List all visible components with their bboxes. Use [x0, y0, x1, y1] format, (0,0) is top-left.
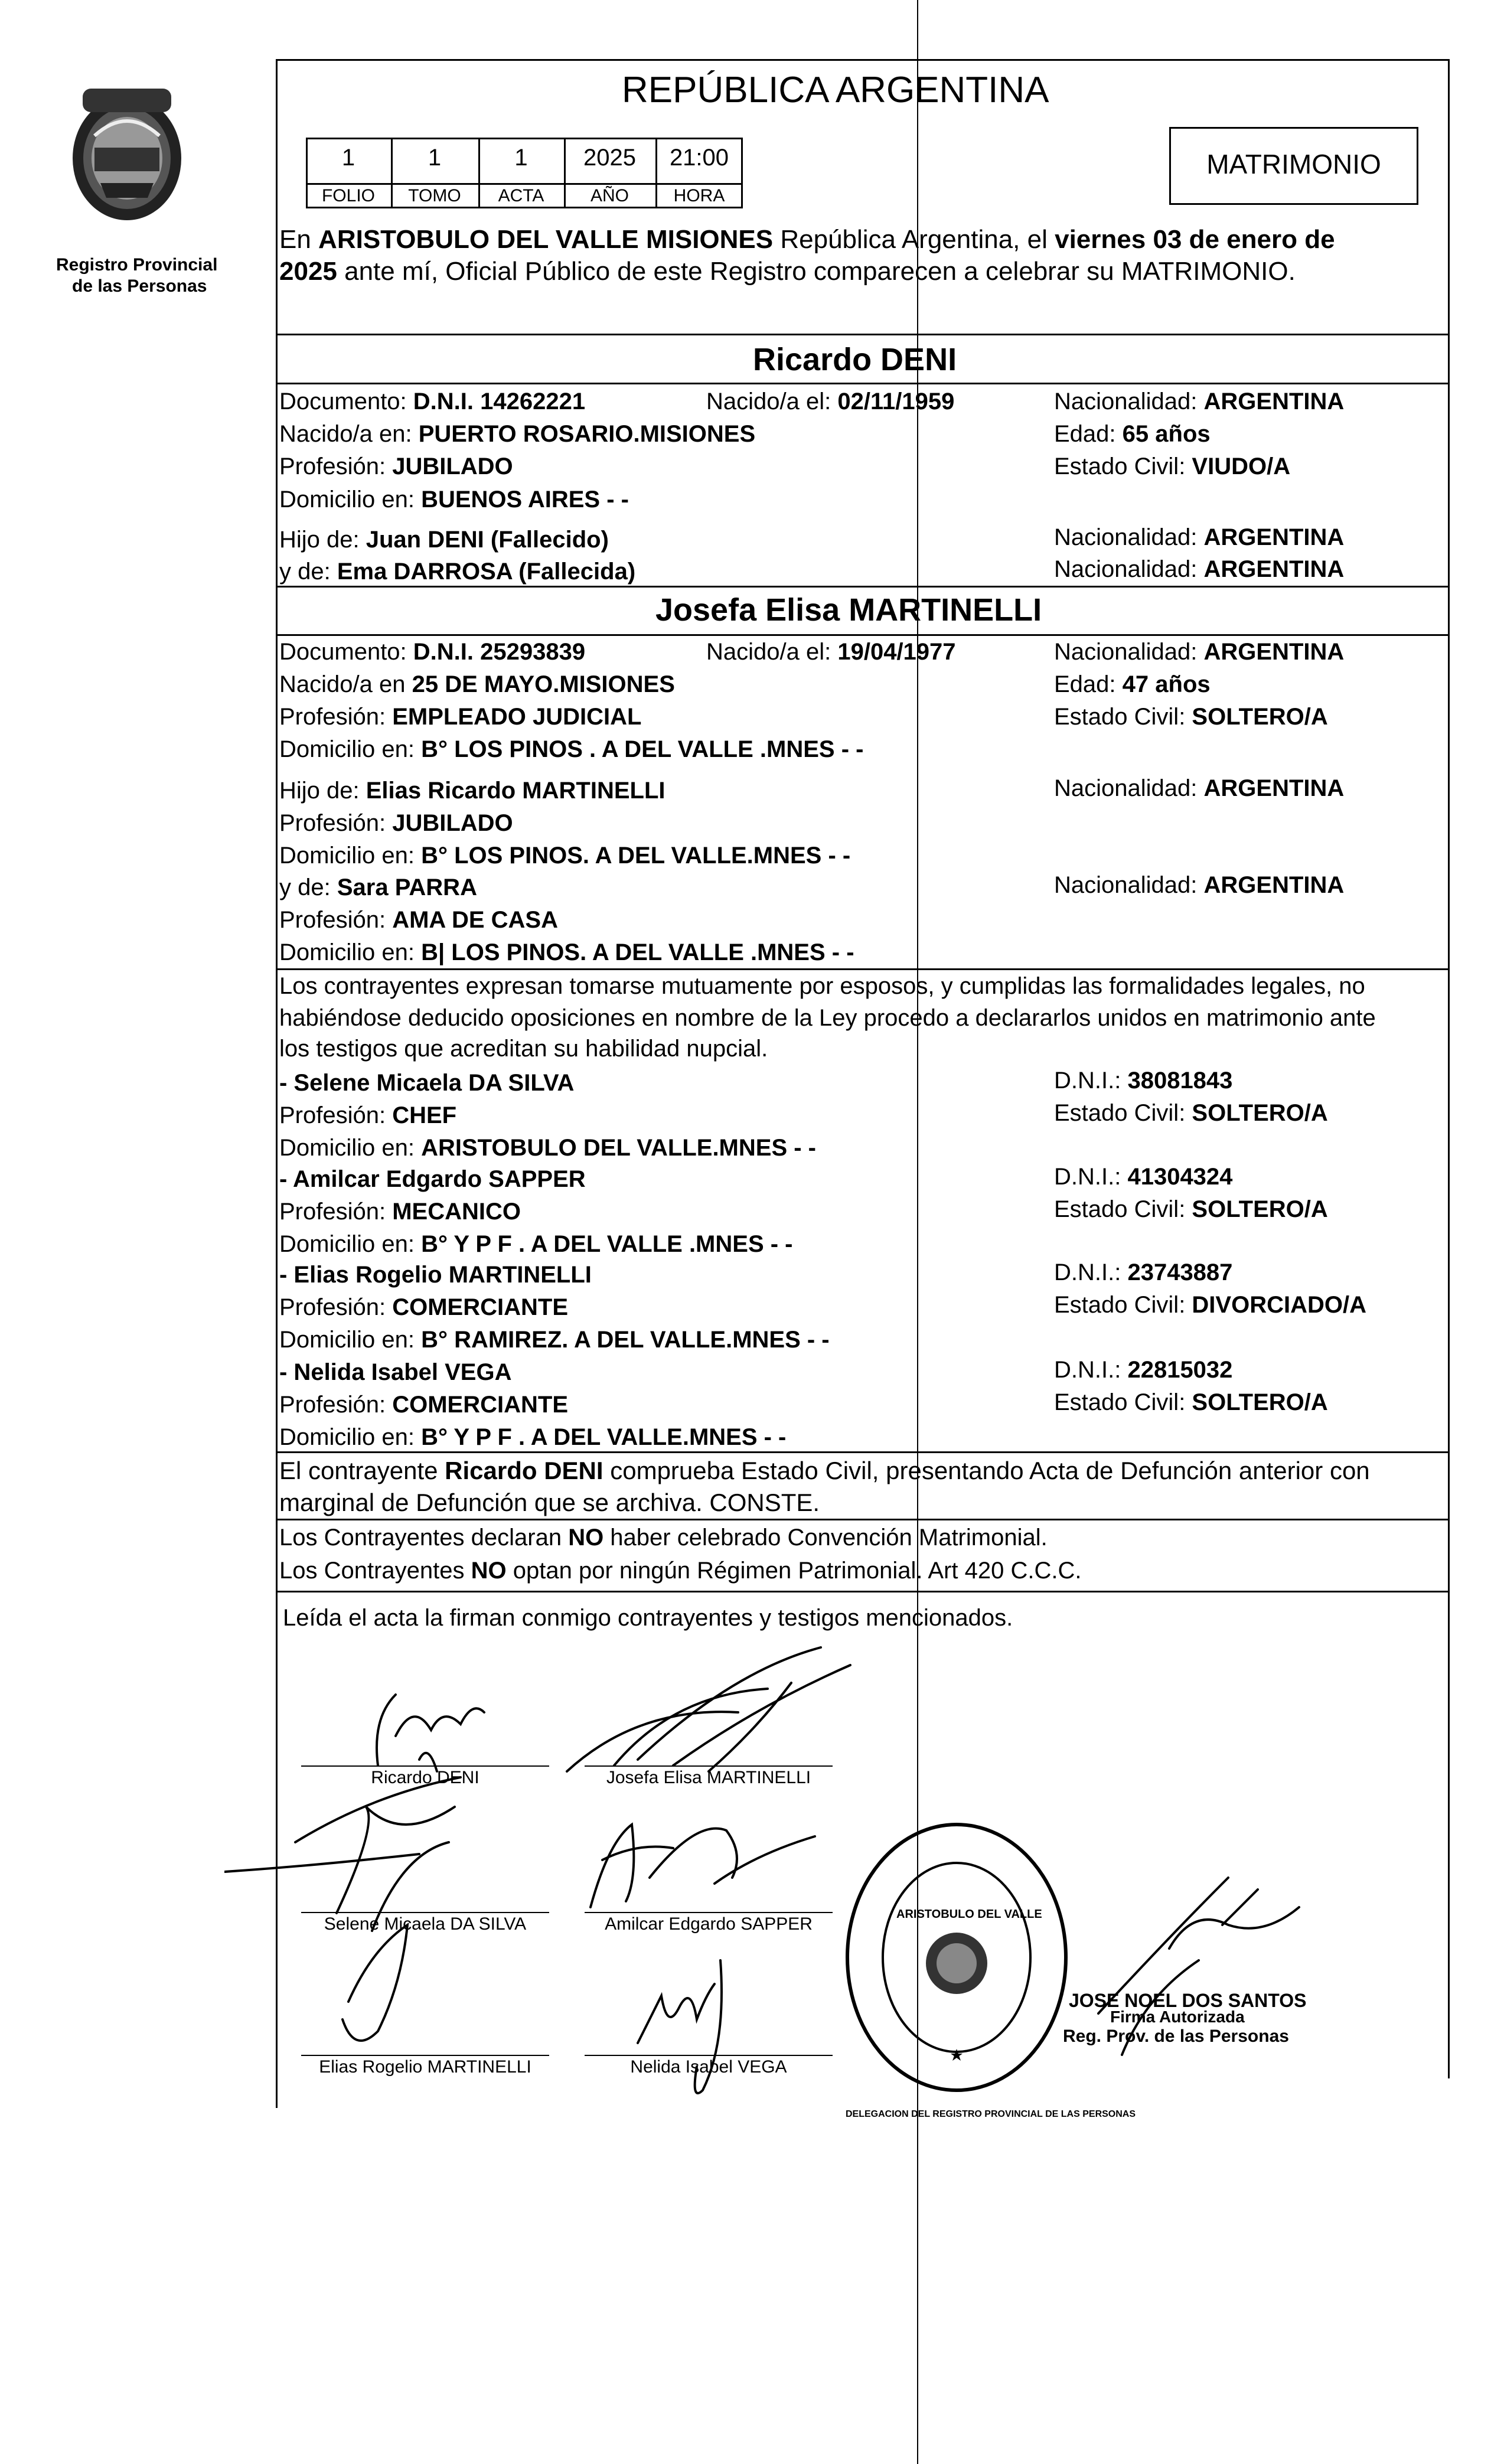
registry-stamp-icon: [841, 1819, 1072, 2096]
bride-mother-domicile: Domicilio en: B| LOS PINOS. A DEL VALLE .MNES - -: [279, 939, 854, 965]
groom-father-nationality: Nacionalidad: ARGENTINA: [1054, 524, 1345, 550]
official-role: Firma Autorizada: [1110, 2008, 1245, 2026]
groom-name: Ricardo DENI: [753, 342, 957, 377]
bride-civil-status: Estado Civil: SOLTERO/A: [1054, 704, 1328, 730]
declaration-line-1: Los contrayentes expresan tomarse mutuamente por esposos, y cumplidas las formalidades legales, no: [279, 973, 1365, 999]
country-title: REPÚBLICA ARGENTINA: [622, 70, 1049, 110]
record-acta-value: 1: [514, 145, 528, 171]
witness-3-profession: Profesión: COMERCIANTE: [279, 1294, 568, 1320]
ceremony-year: 2025: [279, 257, 337, 286]
bride-name: Josefa Elisa MARTINELLI: [655, 592, 1042, 628]
witness-4-profession: Profesión: COMERCIANTE: [279, 1392, 568, 1418]
witness-4-signature-caption: Nelida Isabel VEGA: [630, 2057, 787, 2077]
witness-4-name: - Nelida Isabel VEGA: [279, 1359, 512, 1385]
civil-status-proof-line-1: El contrayente Ricardo DENI comprueba Estado Civil, presentando Acta de Defunción anterior con: [279, 1457, 1370, 1484]
witness-1-name: - Selene Micaela DA SILVA: [279, 1070, 575, 1096]
bride-mother-nationality: Nacionalidad: ARGENTINA: [1054, 872, 1345, 898]
record-tomo-value: 1: [428, 145, 442, 171]
record-year-value: 2025: [583, 145, 636, 171]
witness-3-dni: D.N.I.: 23743887: [1054, 1259, 1233, 1285]
record-tomo-label: TOMO: [408, 186, 461, 205]
record-hour-label: HORA: [673, 186, 725, 205]
record-year-label: AÑO: [590, 186, 629, 205]
witness-4-dni: D.N.I.: 22815032: [1054, 1357, 1233, 1383]
groom-mother: y de: Ema DARROSA (Fallecida): [279, 559, 636, 585]
bride-father: Hijo de: Elias Ricardo MARTINELLI: [279, 778, 665, 804]
record-folio-label: FOLIO: [321, 186, 375, 205]
witness-2-name: - Amilcar Edgardo SAPPER: [279, 1166, 586, 1192]
provincial-seal-icon: [65, 89, 189, 224]
frame-top: [276, 59, 1450, 61]
declaration-line-2: habiéndose deducido oposiciones en nombre de la Ley procedo a declararlos unidos en matrimonio ante: [279, 1005, 1376, 1031]
record-folio-value: 1: [341, 145, 355, 171]
registry-logo: [65, 89, 189, 224]
bride-birth-date: Nacido/a el: 19/04/1977: [706, 639, 956, 665]
convention-line-1: Los Contrayentes declaran NO haber celebrado Convención Matrimonial.: [279, 1525, 1048, 1551]
witness-2-civil-status: Estado Civil: SOLTERO/A: [1054, 1196, 1328, 1222]
bride-father-domicile: Domicilio en: B° LOS PINOS. A DEL VALLE.MNES - -: [279, 843, 851, 869]
groom-birth-date: Nacido/a el: 02/11/1959: [706, 389, 955, 415]
intro-line-1: En ARISTOBULO DEL VALLE MISIONES República Argentina, el viernes 03 de enero de: [279, 225, 1335, 254]
groom-profession: Profesión: JUBILADO: [279, 453, 513, 479]
groom-nationality: Nacionalidad: ARGENTINA: [1054, 389, 1345, 415]
groom-age: Edad: 65 años: [1054, 421, 1211, 447]
stamp-inner-text: ARISTOBULO DEL VALLE: [896, 1908, 1042, 1921]
civil-status-proof-line-2: marginal de Defunción que se archiva. CONSTE.: [279, 1489, 820, 1516]
bride-profession: Profesión: EMPLEADO JUDICIAL: [279, 704, 642, 730]
witness-1-dni: D.N.I.: 38081843: [1054, 1068, 1233, 1094]
record-hour-value: 21:00: [669, 145, 729, 171]
witness-2-dni: D.N.I.: 41304324: [1054, 1164, 1233, 1190]
intro-line-2: 2025 ante mí, Oficial Público de este Registro comparecen a celebrar su MATRIMONIO.: [279, 257, 1296, 286]
witness-3-name: - Elias Rogelio MARTINELLI: [279, 1262, 592, 1288]
bride-birthplace: Nacido/a en 25 DE MAYO.MISIONES: [279, 671, 675, 697]
witness-3-signature-caption: Elias Rogelio MARTINELLI: [319, 2057, 531, 2077]
witness-3-civil-status: Estado Civil: DIVORCIADO/A: [1054, 1292, 1366, 1318]
declaration-line-3: los testigos que acreditan su habilidad nupcial.: [279, 1036, 768, 1062]
witness-1-signature-caption: Selene Micaela DA SILVA: [324, 1914, 527, 1934]
frame-right: [1448, 59, 1450, 2078]
bride-age: Edad: 47 años: [1054, 671, 1211, 697]
groom-father: Hijo de: Juan DENI (Fallecido): [279, 527, 609, 553]
groom-mother-nationality: Nacionalidad: ARGENTINA: [1054, 556, 1345, 582]
official-name: JOSE NOEL DOS SANTOS: [1069, 1990, 1307, 2011]
bride-nationality: Nacionalidad: ARGENTINA: [1054, 639, 1345, 665]
bride-domicile: Domicilio en: B° LOS PINOS . A DEL VALLE .MNES - -: [279, 736, 864, 762]
witness-2-domicile: Domicilio en: B° Y P F . A DEL VALLE .MNES - -: [279, 1231, 793, 1257]
bride-signature-caption: Josefa Elisa MARTINELLI: [606, 1768, 811, 1787]
witness-4-civil-status: Estado Civil: SOLTERO/A: [1054, 1389, 1328, 1415]
bride-father-nationality: Nacionalidad: ARGENTINA: [1054, 775, 1345, 801]
witness-1-profession: Profesión: CHEF: [279, 1102, 457, 1128]
signature-scribbles: [224, 1630, 1405, 2161]
official-office: Reg. Prov. de las Personas: [1063, 2026, 1289, 2046]
witness-3-domicile: Domicilio en: B° RAMIREZ. A DEL VALLE.MNES - -: [279, 1327, 830, 1353]
groom-domicile: Domicilio en: BUENOS AIRES - -: [279, 487, 629, 513]
witness-2-signature-caption: Amilcar Edgardo SAPPER: [605, 1914, 813, 1934]
groom-birthplace: Nacido/a en: PUERTO ROSARIO.MISIONES: [279, 421, 756, 447]
bride-document: Documento: D.N.I. 25293839: [279, 639, 586, 665]
logo-caption-line1: Registro Provincial: [56, 255, 218, 275]
witness-1-domicile: Domicilio en: ARISTOBULO DEL VALLE.MNES - -: [279, 1135, 816, 1161]
bride-mother-profession: Profesión: AMA DE CASA: [279, 907, 558, 933]
witness-1-civil-status: Estado Civil: SOLTERO/A: [1054, 1100, 1328, 1126]
convention-line-2: Los Contrayentes NO optan por ningún Régimen Patrimonial. Art 420 C.C.C.: [279, 1558, 1082, 1584]
groom-document: Documento: D.N.I. 14262221: [279, 389, 586, 415]
witness-2-profession: Profesión: MECANICO: [279, 1199, 521, 1225]
official-delegation-stamp: [841, 1819, 1072, 2096]
groom-civil-status: Estado Civil: VIUDO/A: [1054, 453, 1291, 479]
ceremony-date: viernes 03 de enero de: [1055, 225, 1335, 254]
logo-caption-line2: de las Personas: [72, 276, 207, 296]
ceremony-place: ARISTOBULO DEL VALLE MISIONES: [318, 225, 774, 254]
bride-father-profession: Profesión: JUBILADO: [279, 810, 513, 836]
closing-statement: Leída el acta la firman conmigo contrayentes y testigos mencionados.: [283, 1605, 1013, 1631]
bride-mother: y de: Sara PARRA: [279, 874, 477, 900]
groom-signature-caption: Ricardo DENI: [371, 1768, 479, 1787]
stamp-ring-text: DELEGACION DEL REGISTRO PROVINCIAL DE LAS PERSONAS: [846, 2109, 1136, 2119]
act-type-label: MATRIMONIO: [1206, 149, 1381, 180]
witness-4-domicile: Domicilio en: B° Y P F . A DEL VALLE.MNES - -: [279, 1424, 787, 1450]
record-acta-label: ACTA: [498, 186, 544, 205]
